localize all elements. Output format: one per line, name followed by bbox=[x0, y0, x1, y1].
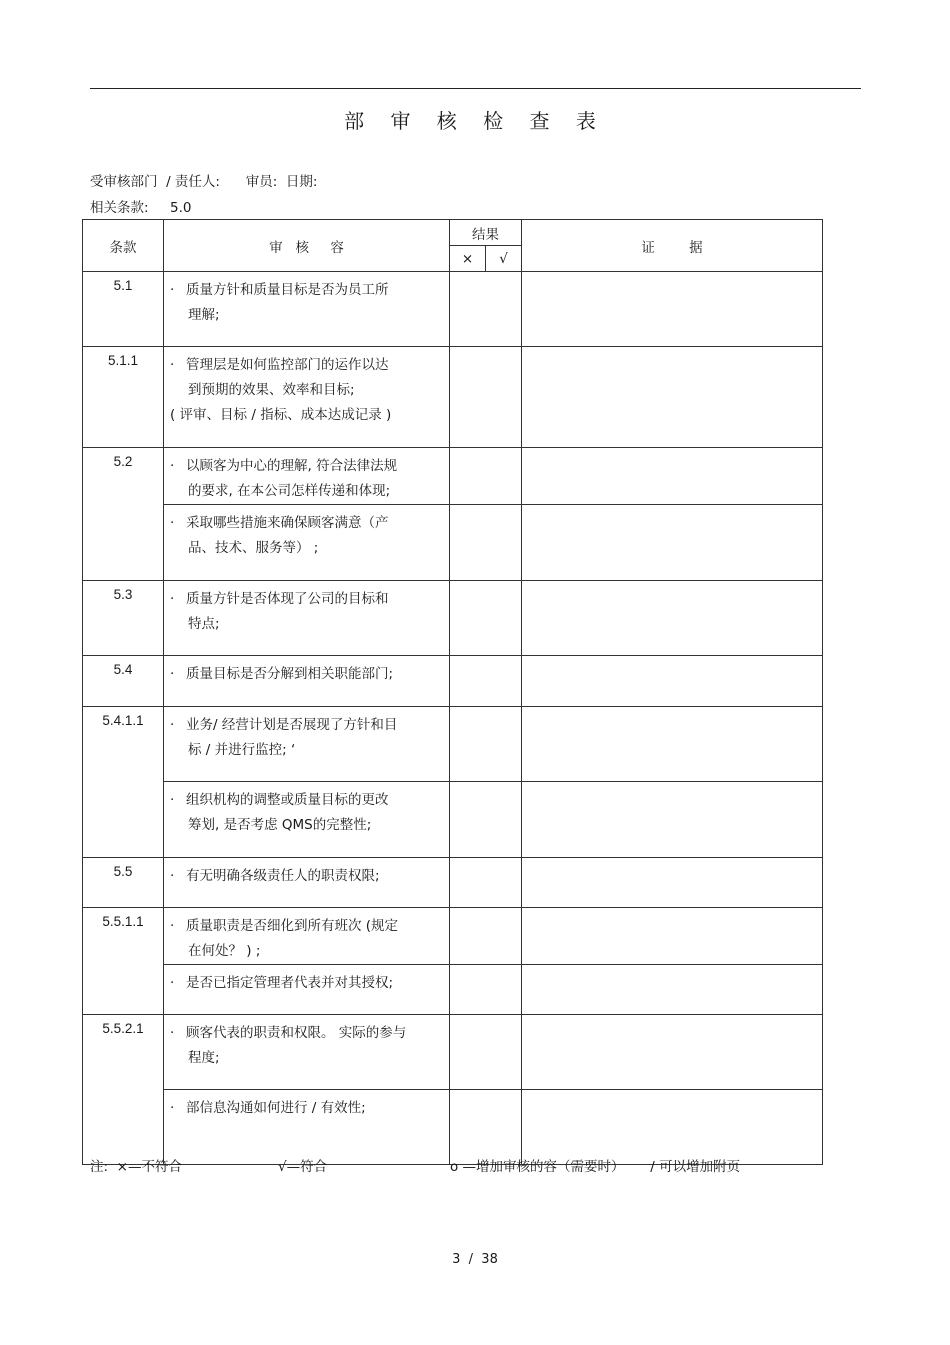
table-row bbox=[83, 272, 823, 347]
evidence-cell[interactable] bbox=[522, 448, 823, 505]
clause-number: 5.1.1 bbox=[83, 347, 164, 448]
table-row bbox=[83, 505, 823, 581]
audit-meta-department: 受审核部门 / 责任人: 审员: 日期: bbox=[90, 174, 318, 190]
result-cell[interactable] bbox=[450, 908, 522, 965]
page-title: 部 审 核 检 查 表 bbox=[344, 109, 606, 133]
audit-item: · 质量方针和质量目标是否为员工所 理解; bbox=[164, 272, 450, 347]
result-cell[interactable] bbox=[450, 1090, 522, 1165]
result-cell[interactable] bbox=[450, 858, 522, 908]
evidence-cell[interactable] bbox=[522, 272, 823, 347]
table-row bbox=[83, 581, 823, 656]
audit-item: · 有无明确各级责任人的职责权限; bbox=[164, 858, 450, 908]
table-row bbox=[83, 347, 823, 448]
audit-item: · 部信息沟通如何进行 / 有效性; bbox=[164, 1090, 450, 1165]
table-row bbox=[83, 965, 823, 1015]
header-clause: 条款 bbox=[83, 220, 164, 272]
audit-item: · 采取哪些措施来确保顾客满意（产 品、技术、服务等） ; bbox=[164, 505, 450, 581]
audit-item: · 顾客代表的职责和权限。 实际的参与 程度; bbox=[164, 1015, 450, 1090]
header-pass-mark: √ bbox=[486, 246, 522, 272]
table-row bbox=[83, 1015, 823, 1090]
table-row bbox=[83, 858, 823, 908]
audit-checklist-table bbox=[82, 219, 823, 1165]
clause-number: 5.5.2.1 bbox=[83, 1015, 164, 1165]
evidence-cell[interactable] bbox=[522, 707, 823, 782]
result-cell[interactable] bbox=[450, 347, 522, 448]
audit-item: · 组织机构的调整或质量目标的更改 筹划, 是否考虑 QMS的完整性; bbox=[164, 782, 450, 858]
evidence-cell[interactable] bbox=[522, 1090, 823, 1165]
audit-item: · 质量职责是否细化到所有班次 (规定 在何处？ ) ; bbox=[164, 908, 450, 965]
table-row bbox=[83, 448, 823, 505]
clause-number: 5.3 bbox=[83, 581, 164, 656]
header-result: 结果 bbox=[450, 220, 522, 246]
audit-item: · 质量方针是否体现了公司的目标和 特点; bbox=[164, 581, 450, 656]
result-cell[interactable] bbox=[450, 707, 522, 782]
audit-item: · 业务/ 经营计划是否展现了方针和目 标 / 并进行监控; ‘ bbox=[164, 707, 450, 782]
legend-extra: o —增加审核的容（需要时） / 可以增加附页 bbox=[450, 1159, 741, 1175]
result-cell[interactable] bbox=[450, 1015, 522, 1090]
evidence-cell[interactable] bbox=[522, 858, 823, 908]
clause-number: 5.4 bbox=[83, 656, 164, 707]
result-cell[interactable] bbox=[450, 581, 522, 656]
clause-number: 5.4.1.1 bbox=[83, 707, 164, 858]
header-rule bbox=[90, 88, 861, 89]
evidence-cell[interactable] bbox=[522, 908, 823, 965]
header-fail-mark: × bbox=[450, 246, 486, 272]
audit-item: · 以顾客为中心的理解, 符合法律法规 的要求, 在本公司怎样传递和体现; bbox=[164, 448, 450, 505]
header-content: 审 核 容 bbox=[164, 220, 450, 272]
audit-item: · 是否已指定管理者代表并对其授权; bbox=[164, 965, 450, 1015]
clause-number: 5.2 bbox=[83, 448, 164, 581]
result-cell[interactable] bbox=[450, 782, 522, 858]
table-row bbox=[83, 1090, 823, 1165]
audit-item: · 质量目标是否分解到相关职能部门; bbox=[164, 656, 450, 707]
audit-item: · 管理层是如何监控部门的运作以达 到预期的效果、效率和目标; ( 评审、目标 / 指标、成本达成记录 ) bbox=[164, 347, 450, 448]
result-cell[interactable] bbox=[450, 272, 522, 347]
evidence-cell[interactable] bbox=[522, 656, 823, 707]
legend-fail: 注: ×—不符合 bbox=[90, 1159, 182, 1175]
evidence-cell[interactable] bbox=[522, 347, 823, 448]
table-row bbox=[83, 707, 823, 782]
header-evidence: 证 据 bbox=[522, 220, 823, 272]
table-row bbox=[83, 782, 823, 858]
table-row bbox=[83, 908, 823, 965]
evidence-cell[interactable] bbox=[522, 1015, 823, 1090]
evidence-cell[interactable] bbox=[522, 505, 823, 581]
evidence-cell[interactable] bbox=[522, 965, 823, 1015]
clause-number: 5.5 bbox=[83, 858, 164, 908]
evidence-cell[interactable] bbox=[522, 782, 823, 858]
audit-meta-clauses: 相关条款: 5.0 bbox=[90, 200, 192, 216]
result-cell[interactable] bbox=[450, 448, 522, 505]
result-cell[interactable] bbox=[450, 965, 522, 1015]
page-number: 3 / 38 bbox=[452, 1252, 498, 1267]
clause-number: 5.5.1.1 bbox=[83, 908, 164, 1015]
clause-number: 5.1 bbox=[83, 272, 164, 347]
table-row bbox=[83, 656, 823, 707]
result-cell[interactable] bbox=[450, 656, 522, 707]
result-cell[interactable] bbox=[450, 505, 522, 581]
evidence-cell[interactable] bbox=[522, 581, 823, 656]
legend-pass: √—符合 bbox=[278, 1159, 328, 1175]
